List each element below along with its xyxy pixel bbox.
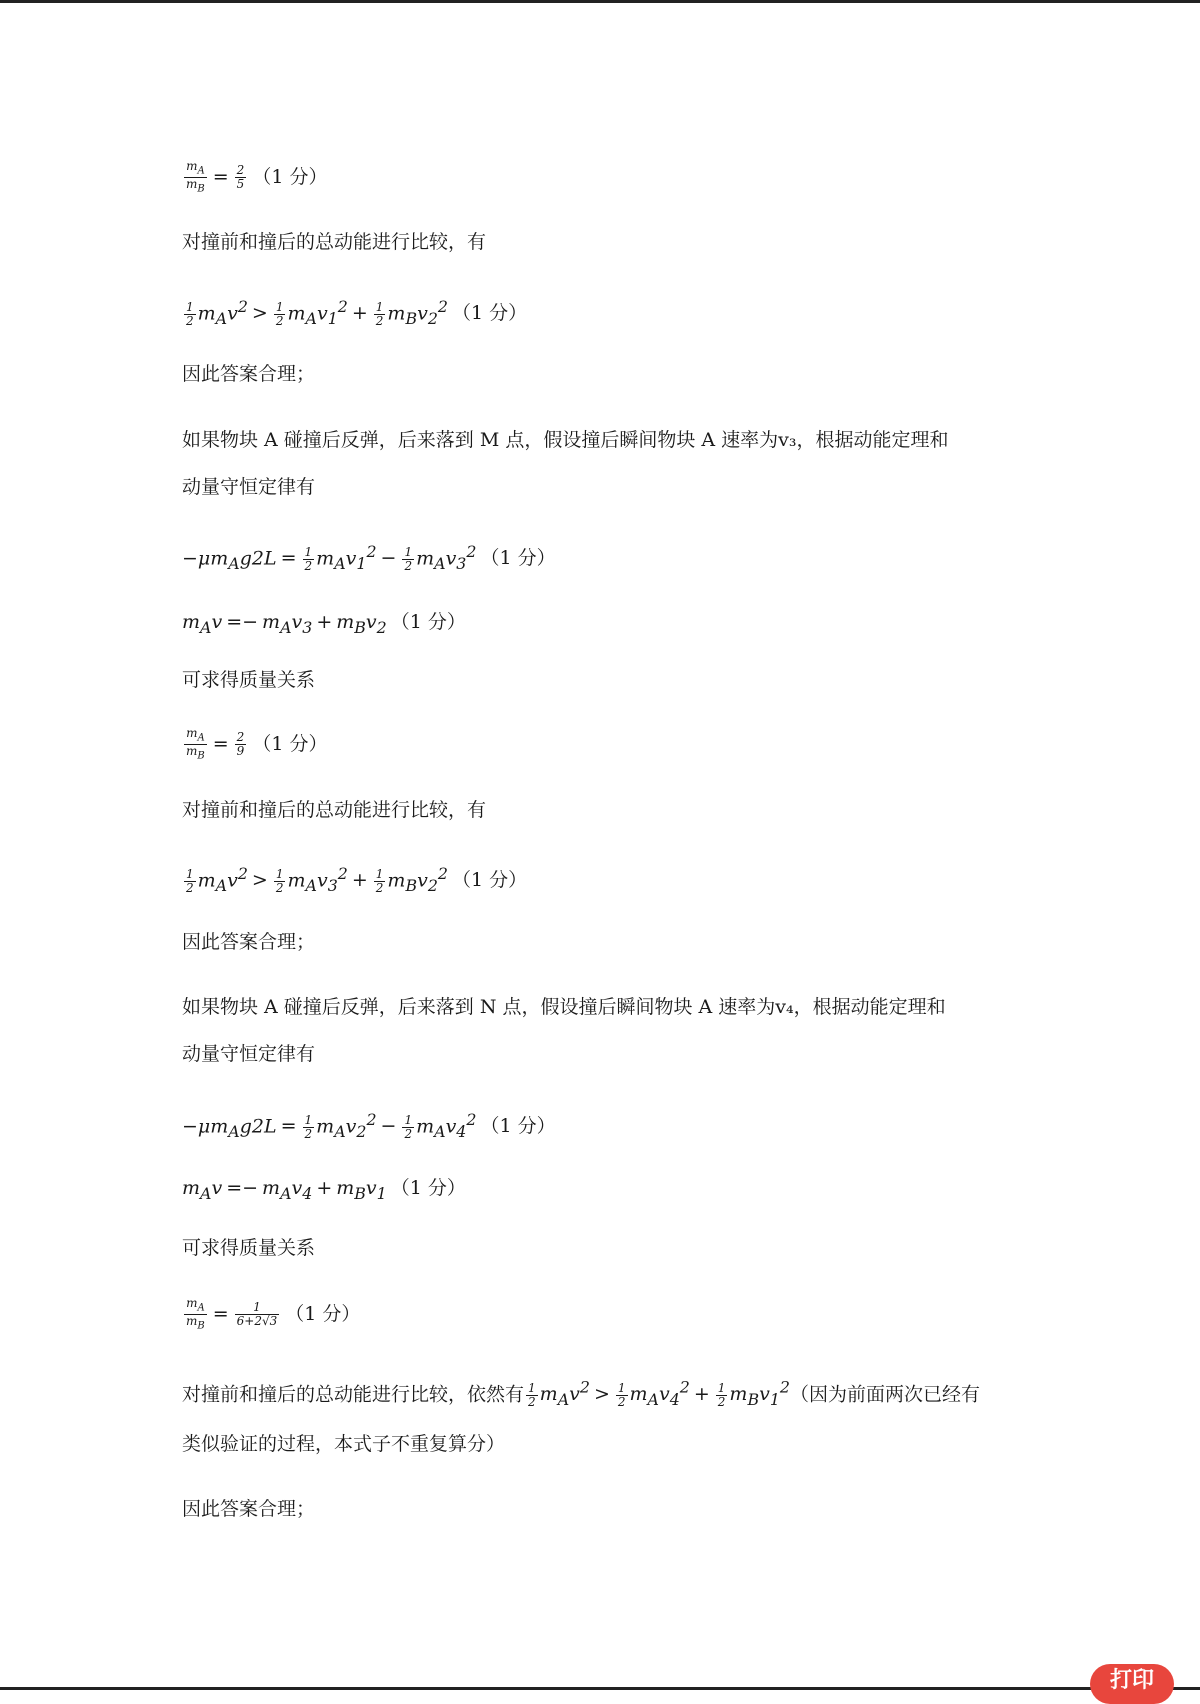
equation-mass-ratio-2-9: $\frac{m_A}{m_B}$ = $\frac{2}{9}$ （1 分） [186, 726, 328, 762]
text-line: 如果物块 A 碰撞后反弹，后来落到 M 点，假设撞后瞬间物块 A 速率为v₃，根据动能定理和 [182, 429, 949, 451]
text-line-energy-check-3: 对撞前和撞后的总动能进行比较，依然有 $\frac{1}{2}$ $m_Av^2$ > $\frac{1}{2}$ $m_Av_4^2$ + $\frac{1}{2}$ $m_Bv_1^2$（因为前面两次已经有 [182, 1378, 980, 1410]
text-line: 可求得质量关系 [182, 669, 316, 691]
page-top-border [0, 0, 1200, 3]
equation-mass-ratio-2-5: $\frac{m_A}{m_B}$ = $\frac{2}{5}$ （1 分） [186, 159, 328, 195]
text-line: 如果物块 A 碰撞后反弹，后来落到 N 点，假设撞后瞬间物块 A 速率为v₄，根据动能定理和 [182, 996, 946, 1018]
text-line: 类似验证的过程，本式子不重复算分） [182, 1433, 506, 1455]
equation-work-energy-2: $-\mu m_Ag2L$ = $\frac{1}{2}$ $m_Av_2^2$ − $\frac{1}{2}$ $m_Av_4^2$ （1 分） [182, 1110, 556, 1142]
print-button[interactable]: 打印 [1090, 1664, 1174, 1704]
equation-momentum-2: $m_Av =- m_Av_4 + m_Bv_1$ （1 分） [182, 1177, 466, 1203]
text-line: 动量守恒定律有 [182, 1043, 316, 1065]
text-line: 对撞前和撞后的总动能进行比较，有 [182, 799, 487, 821]
text-line: 可求得质量关系 [182, 1237, 316, 1259]
text-line: 对撞前和撞后的总动能进行比较，有 [182, 231, 487, 253]
text-line: 因此答案合理； [182, 1498, 316, 1520]
equation-momentum-1: $m_Av =- m_Av_3 + m_Bv_2$ （1 分） [182, 611, 466, 637]
equation-work-energy-1: $-\mu m_Ag2L$ = $\frac{1}{2}$ $m_Av_1^2$ − $\frac{1}{2}$ $m_Av_3^2$ （1 分） [182, 542, 556, 574]
equation-energy-comparison-2: $\frac{1}{2}$ $m_Av^2$ > $\frac{1}{2}$ $m_Av_3^2$ + $\frac{1}{2}$ $m_Bv_2^2$ （1 分） [186, 864, 528, 896]
text-line: 因此答案合理； [182, 363, 316, 385]
text-line: 动量守恒定律有 [182, 476, 316, 498]
text-line: 因此答案合理； [182, 931, 316, 953]
page-bottom-border [0, 1687, 1200, 1690]
equation-energy-comparison-1: $\frac{1}{2}$ $m_Av^2$ > $\frac{1}{2}$ $m_Av_1^2$ + $\frac{1}{2}$ $m_Bv_2^2$ （1 分） [186, 297, 528, 329]
equation-mass-ratio-3: $\frac{m_A}{m_B}$ = $\frac{1}{6+2√3}$ （1 分） [186, 1296, 361, 1332]
